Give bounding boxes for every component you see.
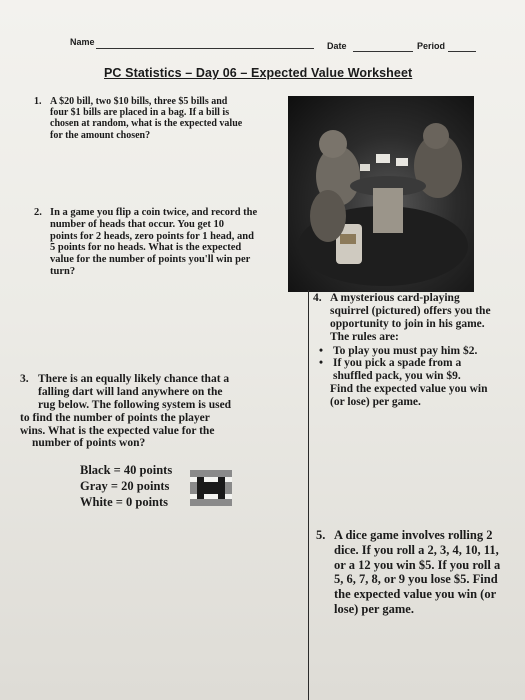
points-gray: Gray = 20 points: [80, 479, 170, 493]
q5-line: or a 12 you win $5. If you roll a: [334, 557, 501, 572]
q3-line: There is an equally likely chance that a: [38, 373, 230, 385]
q2-line: In a game you flip a coin twice, and record the: [50, 207, 258, 218]
period-line: [448, 51, 476, 52]
question-5: [316, 528, 521, 617]
period-label: Period: [417, 41, 446, 51]
q4-line: squirrel (pictured) offers you the: [330, 304, 491, 317]
points-black: Black = 40 points: [80, 463, 173, 477]
question-number: 3.: [20, 373, 29, 385]
name-line: [96, 48, 314, 49]
q4-line: The rules are:: [330, 330, 399, 343]
rug-black-center: [204, 482, 218, 494]
q1-line: chosen at random, what is the expected value: [50, 118, 243, 130]
q4-line: Find the expected value you win: [330, 383, 488, 396]
q3-line: number of points won?: [32, 437, 146, 450]
q5-line: 5, 6, 7, 8, or 9 you lose $5. Find: [334, 572, 498, 587]
q2-line: 5 points for no heads. What is the expected: [50, 242, 242, 254]
q5-line: lose) per game.: [334, 601, 414, 616]
q2-line: points for 2 heads, zero points for 1 head, and: [50, 230, 254, 242]
worksheet-title: PC Statistics – Day 06 – Expected Value Worksheet: [104, 66, 413, 80]
name-label: Name: [70, 37, 95, 47]
q5-line: A dice game involves rolling 2: [334, 528, 493, 542]
question-2: [34, 207, 294, 278]
q4-line: (or lose) per game.: [330, 396, 421, 408]
rug-gray-bottom: [190, 499, 232, 506]
date-line: [353, 51, 413, 52]
q2-line: number of heads that occur. You get 10: [50, 218, 225, 230]
q4-rule-text: shuffled pack, you win $9.: [333, 370, 461, 383]
q4-rule: [319, 357, 518, 383]
squirrel-photo: [288, 96, 474, 292]
points-white: White = 0 points: [80, 495, 169, 509]
question-number: 4.: [313, 292, 322, 304]
date-label: Date: [327, 41, 347, 51]
rug-gray-top: [190, 470, 232, 477]
q4-rule-text: To play you must pay him $2.: [333, 344, 478, 357]
question-4: [313, 292, 518, 409]
q2-line: turn?: [50, 265, 76, 277]
q4-rule-text: If you pick a spade from a: [333, 357, 462, 370]
q4-line: opportunity to join in his game.: [330, 317, 485, 330]
column-divider: [308, 290, 309, 700]
q3-line: rug below. The following system is used: [38, 398, 232, 411]
bullet-icon: •: [319, 357, 324, 370]
q4-rule: [319, 345, 518, 358]
question-3: [20, 373, 295, 450]
question-number: 1.: [34, 96, 42, 107]
question-number: 5.: [316, 528, 326, 542]
q1-line: four $1 bills are placed in a bag. If a bill is: [50, 107, 230, 119]
q3-line: falling dart will land anywhere on the: [38, 385, 223, 398]
q1-line: A $20 bill, two $10 bills, three $5 bills and: [50, 96, 228, 107]
question-1: [34, 96, 284, 141]
q3-line: wins. What is the expected value for the: [20, 424, 215, 437]
q5-line: the expected value you win (or: [334, 587, 497, 601]
bullet-icon: •: [319, 344, 324, 357]
q4-rules-list: [319, 345, 518, 384]
q4-line: A mysterious card-playing: [330, 292, 460, 304]
rug-diagram: [190, 470, 232, 506]
q1-line: for the amount chosen?: [50, 129, 151, 141]
q3-line: to find the number of points the player: [20, 411, 210, 424]
squirrel-photo-art: [288, 96, 474, 292]
q5-line: dice. If you roll a 2, 3, 4, 10, 11,: [334, 542, 499, 557]
question-number: 2.: [34, 207, 42, 218]
rug-black-left: [197, 477, 204, 499]
rug-black-right: [218, 477, 225, 499]
q2-line: value for the number of points you'll win per: [50, 254, 251, 265]
